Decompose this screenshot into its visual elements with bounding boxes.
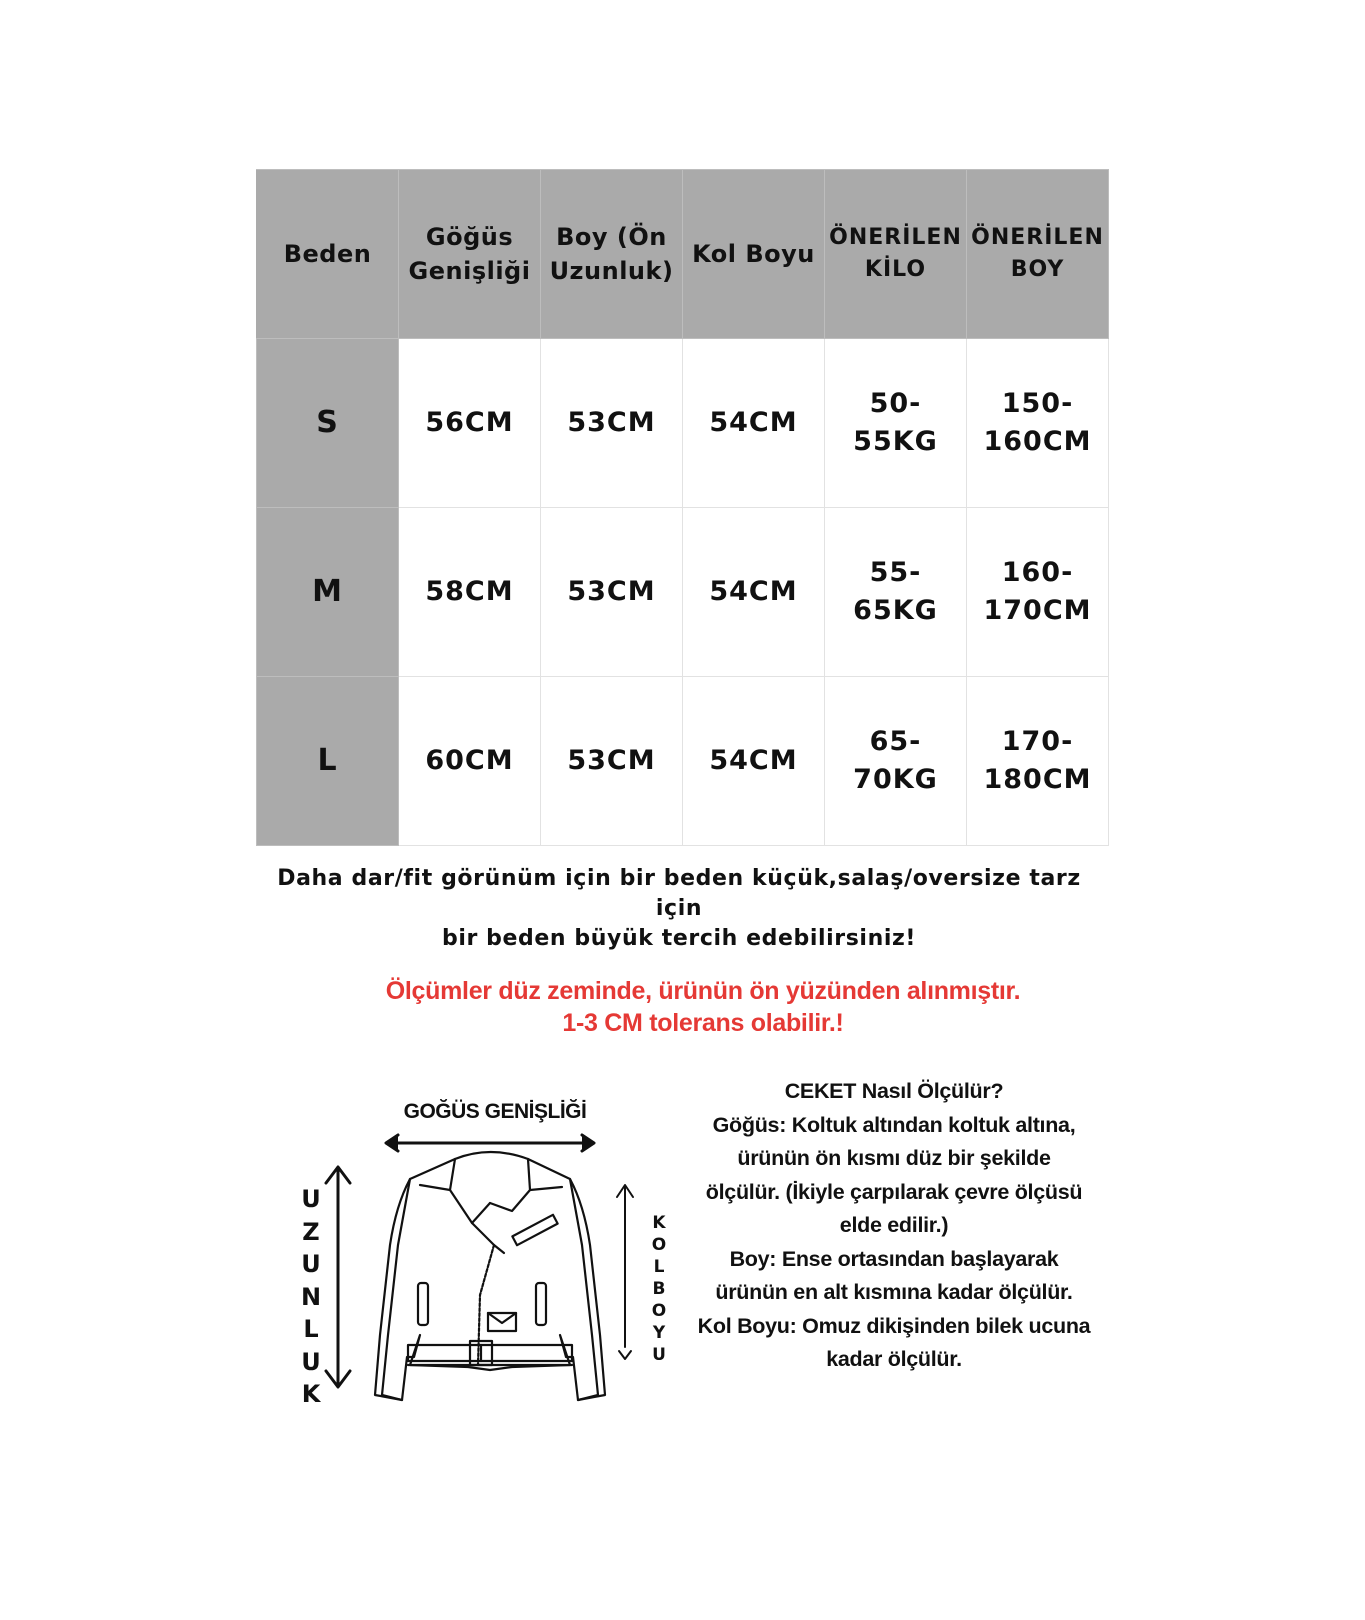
instruction-line: ürünün ön kısmı düz bir şekilde (737, 1146, 1051, 1170)
instruction-line: Göğüs: Koltuk altından koltuk altına, (712, 1112, 1076, 1137)
instruction-line: ölçülür. (İkiyle çarpılarak çevre ölçüsü (705, 1179, 1083, 1204)
warning-line: Ölçümler düz zeminde, ürünün ön yüzünden alınmıştır. (385, 977, 1021, 1005)
measurement-warning (330, 975, 1076, 1039)
table-row (257, 677, 1109, 846)
instruction-line: Kol Boyu: Omuz dikişinden bilek ucuna (697, 1313, 1091, 1338)
jacket-illustration (290, 1095, 640, 1445)
height-cell: 160- 170CM (967, 508, 1109, 677)
fit-note-line: bir beden büyük tercih edebilirsiniz! (441, 926, 917, 951)
weight-cell: 65- 70KG (825, 677, 967, 846)
instruction-line: elde edilir.) (839, 1213, 949, 1237)
table-row (257, 339, 1109, 508)
weight-cell: 55- 65KG (825, 508, 967, 677)
header-front-length: Boy (Ön Uzunluk) (541, 170, 683, 339)
header-recommended-height: ÖNERİLEN BOY (967, 170, 1109, 339)
warning-line: 1-3 CM tolerans olabilir.! (562, 1009, 844, 1037)
jacket-icon (375, 1152, 605, 1400)
measuring-instructions (684, 1075, 1104, 1377)
height-cell: 170- 180CM (967, 677, 1109, 846)
sleeve-cell: 54CM (683, 339, 825, 508)
chest-cell: 58CM (399, 508, 541, 677)
length-label: U Z U N L U K (300, 1185, 322, 1408)
length-cell: 53CM (541, 677, 683, 846)
size-chart-table (256, 169, 1109, 846)
length-cell: 53CM (541, 339, 683, 508)
fit-note-line: Daha dar/fit görünüm için bir beden küçük,salaş/oversize tarz için (277, 866, 1081, 921)
header-sleeve-length: Kol Boyu (683, 170, 825, 339)
header-chest-width: Göğüs Genişliği (399, 170, 541, 339)
table-header-row (257, 170, 1109, 339)
instruction-line: kadar ölçülür. (826, 1347, 962, 1371)
sleeve-length-label: K O L B O Y U (651, 1213, 667, 1365)
sleeve-arrow-icon (617, 1185, 633, 1359)
fit-note (256, 864, 1102, 954)
length-arrow-icon (326, 1167, 350, 1387)
size-cell: S (257, 339, 399, 508)
chest-arrow-icon (386, 1135, 594, 1151)
instruction-line: Boy: Ense ortasından başlayarak (729, 1246, 1059, 1271)
length-cell: 53CM (541, 508, 683, 677)
size-cell: L (257, 677, 399, 846)
chest-cell: 60CM (399, 677, 541, 846)
size-cell: M (257, 508, 399, 677)
header-recommended-weight: ÖNERİLEN KİLO (825, 170, 967, 339)
chest-width-label: GOĞÜS GENİŞLİĞİ (403, 1100, 587, 1123)
sleeve-cell: 54CM (683, 677, 825, 846)
chest-cell: 56CM (399, 339, 541, 508)
table-row (257, 508, 1109, 677)
sleeve-cell: 54CM (683, 508, 825, 677)
weight-cell: 50- 55KG (825, 339, 967, 508)
header-size: Beden (257, 170, 399, 339)
instructions-title: CEKET Nasıl Ölçülür? (784, 1079, 1004, 1103)
height-cell: 150- 160CM (967, 339, 1109, 508)
instruction-line: ürünün en alt kısmına kadar ölçülür. (715, 1280, 1073, 1304)
